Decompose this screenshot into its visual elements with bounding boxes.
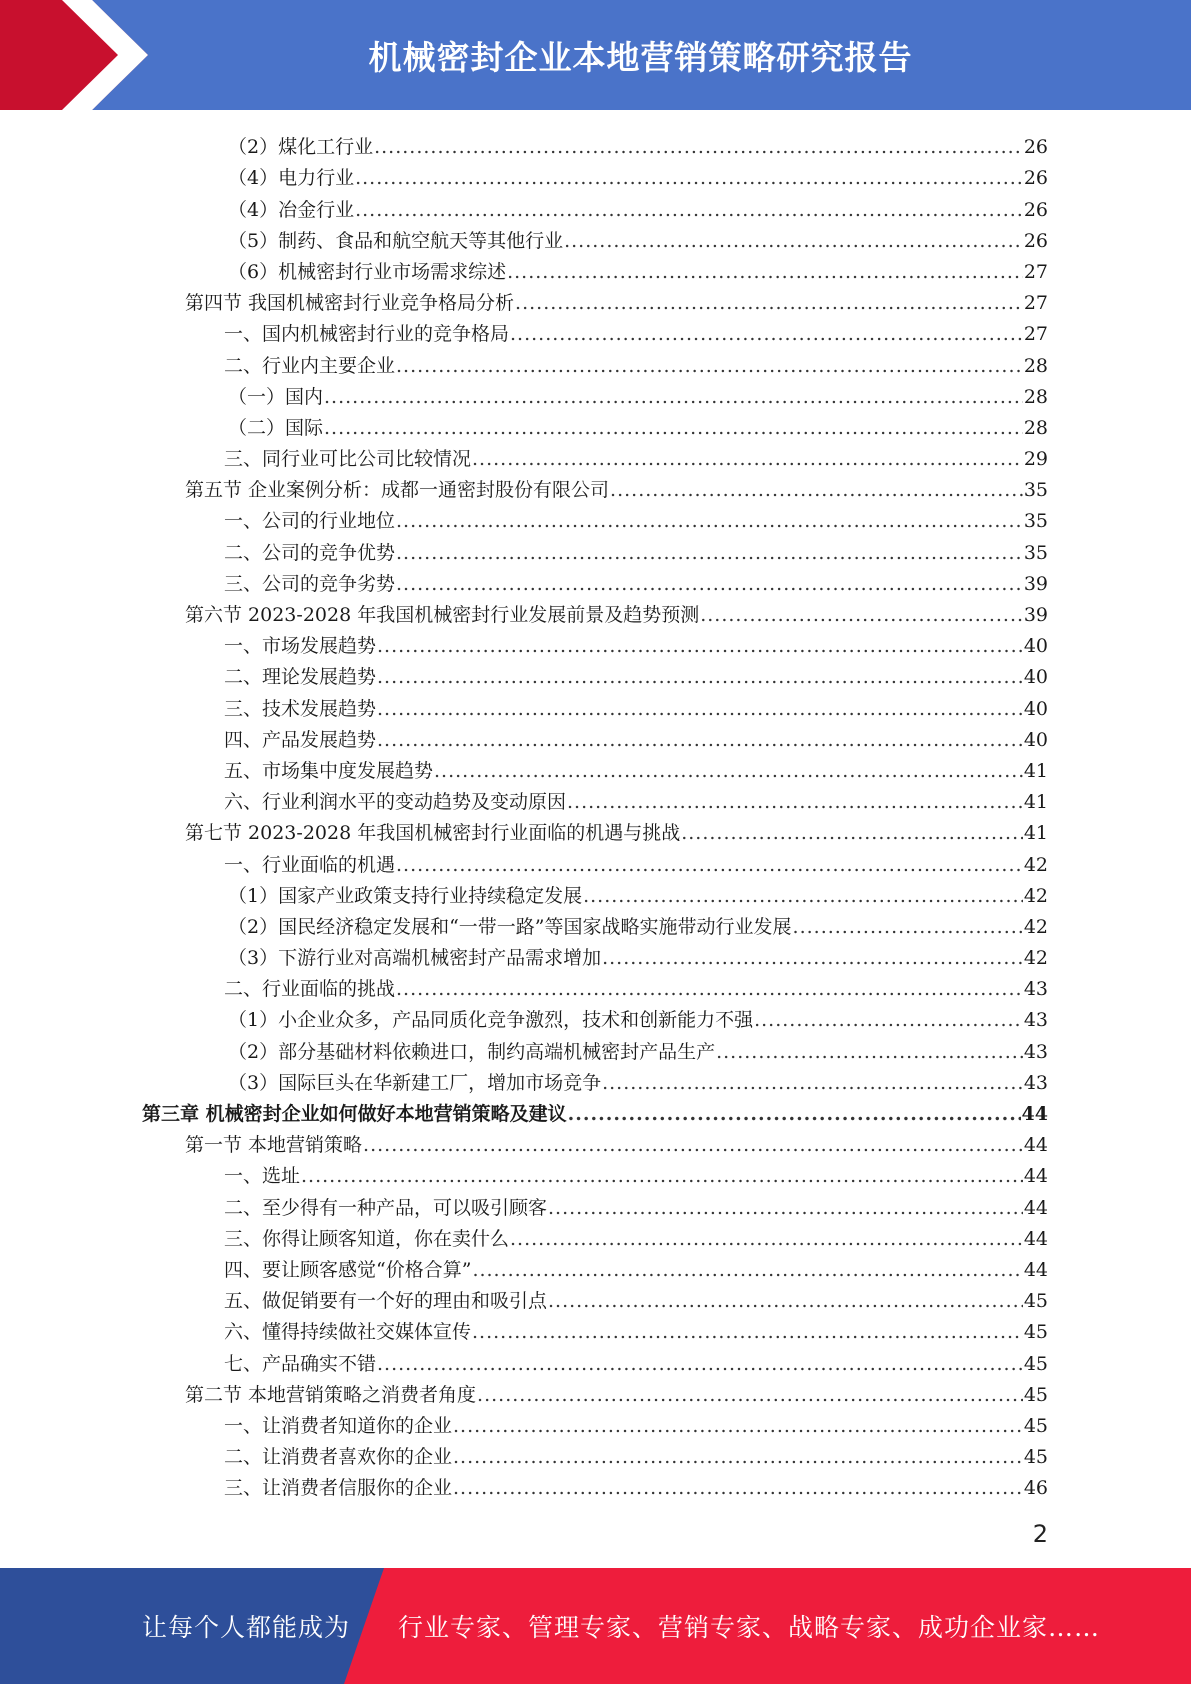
toc-entry-label: 一、国内机械密封行业的竞争格局 <box>224 323 510 346</box>
toc-entry-label: （2）部分基础材料依赖进口，制约高端机械密封产品生产 <box>228 1040 716 1063</box>
toc-dot-leader <box>477 1384 1023 1406</box>
toc-dot-leader <box>472 1259 1022 1281</box>
toc-entry[interactable] <box>228 252 1048 283</box>
toc-entry-page: 45 <box>1023 1414 1048 1437</box>
toc-dot-leader <box>396 854 1023 876</box>
toc-entry-label: 第二节 本地营销策略之消费者角度 <box>185 1383 477 1406</box>
toc-entry-label: 第四节 我国机械密封行业竞争格局分析 <box>185 292 515 315</box>
toc-dot-leader <box>396 510 1023 532</box>
toc-entry-label: 二、理论发展趋势 <box>224 666 377 689</box>
toc-entry[interactable] <box>228 127 1048 158</box>
toc-entry[interactable] <box>224 564 1048 595</box>
toc-dot-leader <box>396 573 1023 595</box>
toc-entry-label: （2）煤化工行业 <box>228 136 374 159</box>
toc-entry-label: 二、至少得有一种产品，可以吸引顾客 <box>224 1196 548 1219</box>
toc-entry-label: 一、市场发展趋势 <box>224 635 377 658</box>
toc-entry[interactable] <box>185 1125 1048 1156</box>
toc-entry[interactable] <box>224 1406 1048 1437</box>
toc-entry[interactable] <box>224 844 1048 875</box>
table-of-contents <box>0 127 1191 1499</box>
toc-entry[interactable] <box>228 189 1048 220</box>
toc-entry-label: 四、产品发展趋势 <box>224 728 377 751</box>
toc-entry[interactable] <box>224 1281 1048 1312</box>
toc-entry-page: 43 <box>1023 1040 1048 1063</box>
toc-entry-page: 28 <box>1023 354 1048 377</box>
toc-entry-page: 44 <box>1023 1258 1048 1281</box>
toc-entry-label: （二）国际 <box>228 416 324 439</box>
toc-entry-page: 28 <box>1023 385 1048 408</box>
toc-entry[interactable] <box>228 907 1048 938</box>
toc-entry-page: 29 <box>1023 448 1048 471</box>
toc-entry-page: 39 <box>1023 604 1048 626</box>
toc-entry[interactable] <box>224 532 1048 563</box>
toc-entry-page: 42 <box>1023 915 1048 938</box>
toc-entry[interactable] <box>224 1156 1048 1187</box>
toc-entry-label: 六、懂得持续做社交媒体宣传 <box>224 1321 472 1344</box>
toc-entry-label: 四、要让顾客感觉“价格合算” <box>224 1258 472 1281</box>
toc-entry[interactable] <box>228 1000 1048 1031</box>
toc-dot-leader <box>396 978 1023 1000</box>
toc-entry-page: 39 <box>1023 572 1048 595</box>
toc-entry-page: 44 <box>1023 1165 1048 1188</box>
toc-entry-label: （6）机械密封行业市场需求综述 <box>228 260 507 283</box>
toc-entry[interactable] <box>185 1375 1048 1406</box>
toc-entry-page: 27 <box>1023 323 1048 346</box>
toc-entry-label: 一、让消费者知道你的企业 <box>224 1414 453 1437</box>
toc-entry-page: 44 <box>1023 1227 1048 1250</box>
toc-dot-leader <box>355 167 1023 189</box>
toc-entry-label: （2）国民经济稳定发展和“一带一路”等国家战略实施带动行业发展 <box>228 915 792 938</box>
toc-dot-leader <box>472 1321 1023 1343</box>
toc-entry-label: 三、同行业可比公司比较情况 <box>224 448 472 471</box>
toc-dot-leader <box>377 666 1023 688</box>
footer-slogan-left: 让每个人都能成为 <box>142 1613 351 1642</box>
toc-entry-label: 二、让消费者喜欢你的企业 <box>224 1446 453 1469</box>
toc-entry-page: 26 <box>1023 229 1048 252</box>
toc-dot-leader <box>472 448 1023 470</box>
toc-dot-leader <box>681 822 1023 844</box>
toc-dot-leader <box>793 916 1023 938</box>
toc-entry[interactable] <box>185 470 1048 501</box>
toc-entry-page: 27 <box>1023 260 1048 283</box>
toc-dot-leader <box>548 1197 1023 1219</box>
page-footer <box>0 1568 1191 1684</box>
toc-dot-leader <box>377 1353 1023 1375</box>
toc-entry-label: （3）国际巨头在华新建工厂，增加市场竞争 <box>228 1071 602 1094</box>
toc-entry[interactable] <box>224 1468 1048 1499</box>
toc-entry-page: 45 <box>1023 1321 1048 1344</box>
toc-entry-page: 41 <box>1023 759 1048 782</box>
toc-entry-label: （一）国内 <box>228 385 324 408</box>
toc-entry[interactable] <box>228 1063 1048 1094</box>
toc-entry-label: （4）电力行业 <box>228 167 355 190</box>
toc-entry-page: 45 <box>1023 1446 1048 1469</box>
toc-entry-page: 42 <box>1023 853 1048 876</box>
toc-entry[interactable] <box>185 283 1048 314</box>
toc-entry-page: 44 <box>1023 1134 1048 1157</box>
toc-dot-leader <box>515 292 1023 314</box>
toc-dot-leader <box>355 199 1023 221</box>
toc-entry-label: （1）国家产业政策支持行业持续稳定发展 <box>228 884 583 907</box>
toc-entry-page: 35 <box>1023 510 1048 533</box>
toc-dot-leader <box>377 729 1023 751</box>
toc-entry[interactable] <box>224 751 1048 782</box>
toc-entry-page: 41 <box>1023 791 1048 814</box>
toc-entry-label: （3）下游行业对高端机械密封产品需求增加 <box>228 947 602 970</box>
toc-entry-page: 44 <box>1021 1103 1048 1125</box>
toc-entry-page: 26 <box>1023 136 1048 159</box>
toc-entry[interactable] <box>224 720 1048 751</box>
toc-entry-page: 35 <box>1023 479 1048 502</box>
toc-dot-leader <box>434 760 1023 782</box>
toc-entry-label: 三、让消费者信服你的企业 <box>224 1477 453 1500</box>
toc-entry-page: 45 <box>1023 1290 1048 1313</box>
toc-dot-leader <box>363 1134 1023 1156</box>
toc-entry[interactable] <box>185 595 1048 626</box>
toc-entry[interactable] <box>228 158 1048 189</box>
toc-entry-page: 28 <box>1023 416 1048 439</box>
toc-entry-page: 41 <box>1023 822 1048 845</box>
toc-entry-label: 第六节 2023-2028 年我国机械密封行业发展前景及趋势预测 <box>185 604 700 626</box>
toc-dot-leader <box>716 1041 1023 1063</box>
toc-entry[interactable] <box>228 938 1048 969</box>
toc-dot-leader <box>396 355 1023 377</box>
toc-entry-label: （4）冶金行业 <box>228 198 355 221</box>
toc-entry-label: 七、产品确实不错 <box>224 1352 377 1375</box>
toc-entry-page: 45 <box>1023 1383 1048 1406</box>
toc-dot-leader <box>377 635 1023 657</box>
toc-entry-page: 43 <box>1023 1071 1048 1094</box>
toc-entry[interactable] <box>224 1343 1048 1374</box>
toc-entry-page: 43 <box>1023 1009 1048 1032</box>
toc-dot-leader <box>324 386 1023 408</box>
footer-slogan-right: 行业专家、管理专家、营销专家、战略专家、成功企业家…… <box>398 1613 1101 1642</box>
toc-entry-label: 一、选址 <box>224 1165 301 1188</box>
toc-entry[interactable] <box>224 1437 1048 1468</box>
toc-entry-label: （1）小企业众多，产品同质化竞争激烈，技术和创新能力不强 <box>228 1009 754 1032</box>
toc-entry[interactable] <box>142 1094 1048 1125</box>
toc-entry[interactable] <box>228 377 1048 408</box>
page-header <box>0 0 1191 110</box>
toc-entry-page: 42 <box>1023 947 1048 970</box>
toc-entry[interactable] <box>228 1031 1048 1062</box>
toc-dot-leader <box>564 230 1023 252</box>
toc-dot-leader <box>610 479 1023 501</box>
toc-entry-label: 六、行业利润水平的变动趋势及变动原因 <box>224 791 567 814</box>
toc-entry-page: 46 <box>1023 1477 1048 1500</box>
toc-entry-label: 第一节 本地营销策略 <box>185 1134 363 1157</box>
toc-dot-leader <box>396 542 1023 564</box>
toc-entry-label: （5）制药、食品和航空航天等其他行业 <box>228 229 564 252</box>
toc-dot-leader <box>754 1009 1023 1031</box>
toc-entry-label: 二、行业内主要企业 <box>224 354 396 377</box>
toc-dot-leader <box>567 791 1023 813</box>
toc-dot-leader <box>700 604 1023 626</box>
toc-dot-leader <box>510 323 1023 345</box>
toc-entry[interactable] <box>224 969 1048 1000</box>
toc-entry-label: 三、你得让顾客知道，你在卖什么 <box>224 1227 510 1250</box>
toc-dot-leader <box>602 947 1023 969</box>
toc-entry[interactable] <box>224 626 1048 657</box>
toc-entry-label: 第三章 机械密封企业如何做好本地营销策略及建议 <box>142 1103 567 1125</box>
toc-entry[interactable] <box>224 439 1048 470</box>
toc-dot-leader <box>301 1165 1023 1187</box>
toc-entry-page: 26 <box>1023 198 1048 221</box>
toc-dot-leader <box>602 1072 1023 1094</box>
toc-entry[interactable] <box>224 314 1048 345</box>
toc-entry-label: 第七节 2023-2028 年我国机械密封行业面临的机遇与挑战 <box>185 822 681 845</box>
toc-entry[interactable] <box>228 408 1048 439</box>
toc-entry-page: 43 <box>1023 978 1048 1001</box>
toc-entry-page: 26 <box>1023 167 1048 190</box>
toc-dot-leader <box>453 1477 1023 1499</box>
toc-entry[interactable] <box>224 688 1048 719</box>
toc-entry-page: 42 <box>1023 884 1048 907</box>
toc-entry-page: 40 <box>1023 728 1048 751</box>
page-number: 2 <box>1032 1520 1048 1548</box>
toc-entry[interactable] <box>224 1187 1048 1218</box>
toc-entry-page: 40 <box>1023 666 1048 689</box>
toc-entry-label: 一、公司的行业地位 <box>224 510 396 533</box>
toc-entry-label: 一、行业面临的机遇 <box>224 853 396 876</box>
toc-entry-page: 40 <box>1023 697 1048 720</box>
toc-entry[interactable] <box>224 1312 1048 1343</box>
report-title: 机械密封企业本地营销策略研究报告 <box>368 37 913 77</box>
toc-entry-page: 35 <box>1023 541 1048 564</box>
toc-entry-page: 40 <box>1023 635 1048 658</box>
toc-entry-label: 五、做促销要有一个好的理由和吸引点 <box>224 1290 548 1313</box>
toc-entry-label: 五、市场集中度发展趋势 <box>224 759 434 782</box>
toc-entry[interactable] <box>224 1250 1048 1281</box>
toc-entry-label: 二、行业面临的挑战 <box>224 978 396 1001</box>
toc-entry[interactable] <box>224 501 1048 532</box>
toc-dot-leader <box>324 417 1023 439</box>
toc-entry[interactable] <box>228 876 1048 907</box>
toc-dot-leader <box>453 1415 1023 1437</box>
toc-dot-leader <box>374 136 1023 158</box>
toc-dot-leader <box>507 261 1023 283</box>
toc-entry[interactable] <box>224 1219 1048 1250</box>
toc-entry[interactable] <box>228 221 1048 252</box>
toc-entry-label: 三、技术发展趋势 <box>224 697 377 720</box>
toc-dot-leader <box>453 1446 1023 1468</box>
toc-entry-label: 第五节 企业案例分析：成都一通密封股份有限公司 <box>185 479 610 502</box>
toc-entry[interactable] <box>185 813 1048 844</box>
toc-entry-label: 三、公司的竞争劣势 <box>224 572 396 595</box>
toc-entry-label: 二、公司的竞争优势 <box>224 541 396 564</box>
toc-dot-leader <box>510 1228 1023 1250</box>
toc-entry[interactable] <box>224 782 1048 813</box>
toc-entry-page: 45 <box>1023 1352 1048 1375</box>
toc-entry[interactable] <box>224 345 1048 376</box>
toc-entry-page: 44 <box>1023 1196 1048 1219</box>
toc-entry-page: 27 <box>1023 292 1048 315</box>
toc-entry[interactable] <box>224 657 1048 688</box>
toc-dot-leader <box>548 1290 1023 1312</box>
toc-dot-leader <box>568 1103 1021 1125</box>
toc-dot-leader <box>583 885 1023 907</box>
toc-dot-leader <box>377 698 1023 720</box>
